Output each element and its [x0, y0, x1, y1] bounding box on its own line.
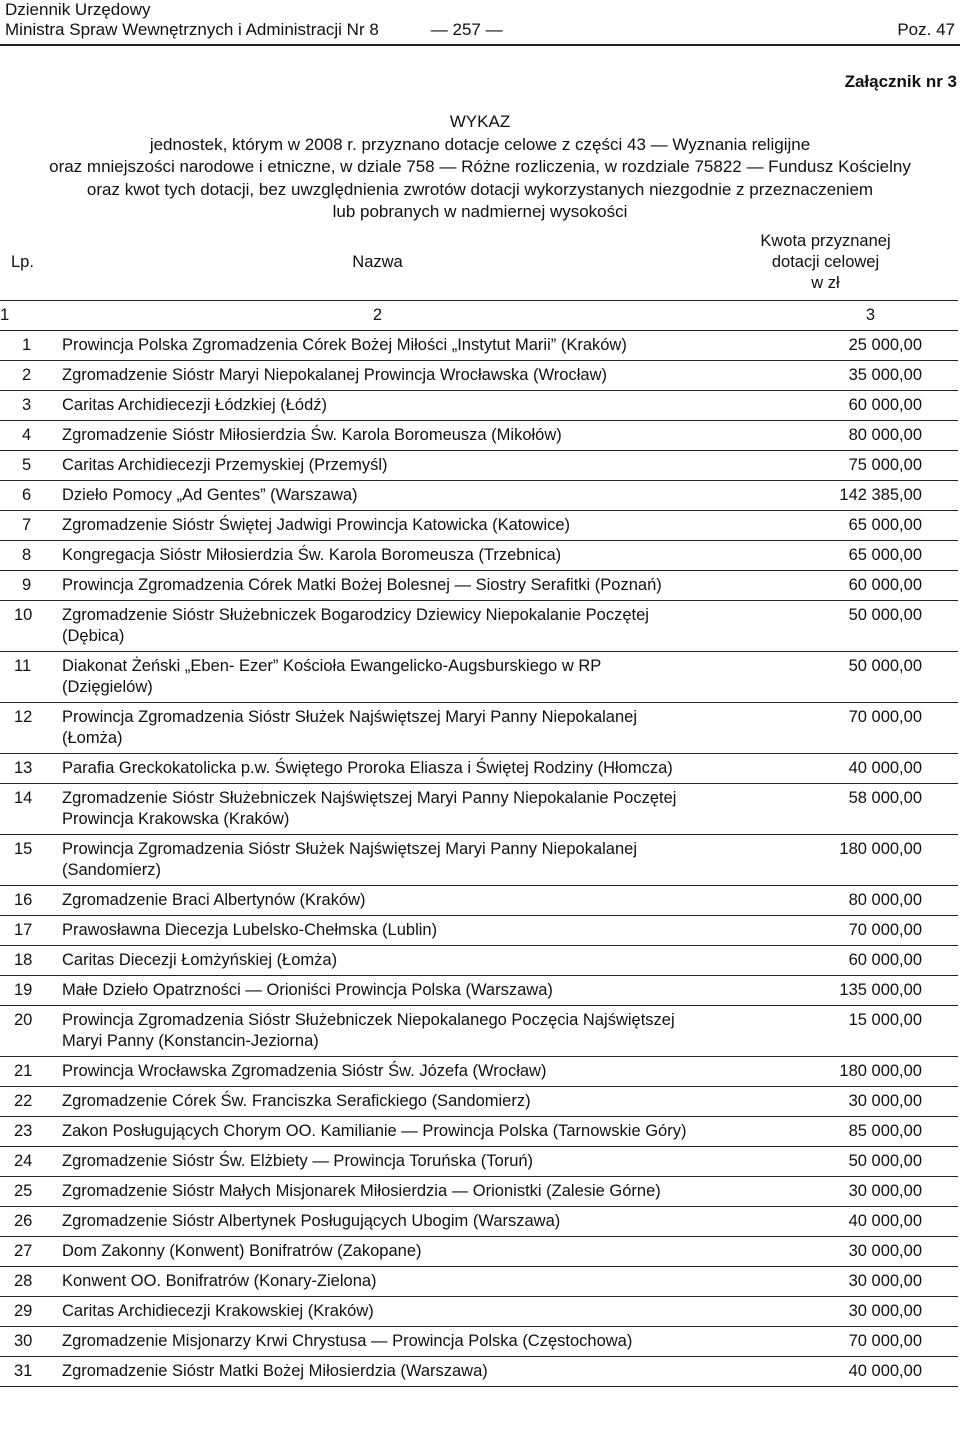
ministry-name: Ministra Spraw Wewnętrznych i Administracji Nr 8 [5, 20, 379, 39]
row-name: Zgromadzenie Sióstr Miłosierdzia Św. Karola Boromeusza (Mikołów) [62, 421, 693, 451]
table-row [0, 481, 958, 511]
row-lp: 24 [0, 1147, 62, 1177]
table-header-row [0, 225, 958, 301]
row-amount: 60 000,00 [693, 946, 958, 976]
row-amount: 65 000,00 [693, 511, 958, 541]
page-number: — 257 — [430, 20, 503, 39]
table-row [0, 976, 958, 1006]
row-lp: 6 [0, 481, 62, 511]
column-header-amount-line: dotacji celowej [771, 253, 880, 271]
row-name: Zgromadzenie Sióstr Albertynek Posługujących Ubogim (Warszawa) [62, 1207, 693, 1237]
row-name: Caritas Archidiecezji Łódzkiej (Łódź) [62, 391, 693, 421]
row-name: Prawosławna Diecezja Lubelsko-Chełmska (Lublin) [62, 916, 693, 946]
row-lp: 26 [0, 1207, 62, 1237]
table-row [0, 571, 958, 601]
table-row [0, 1267, 958, 1297]
row-amount: 30 000,00 [693, 1267, 958, 1297]
column-header-lp: Lp. [0, 225, 62, 301]
table-body [0, 331, 958, 1387]
row-amount: 70 000,00 [693, 916, 958, 946]
table-row [0, 601, 958, 652]
row-amount: 30 000,00 [693, 1177, 958, 1207]
row-name: Dzieło Pomocy „Ad Gentes” (Warszawa) [62, 481, 693, 511]
table-row [0, 1177, 958, 1207]
row-name: Diakonat Żeński „Eben- Ezer” Kościoła Ewangelicko-Augsburskiego w RP (Dzięgielów) [62, 652, 693, 703]
table-row [0, 421, 958, 451]
row-lp: 29 [0, 1297, 62, 1327]
table-row [0, 916, 958, 946]
table-row [0, 1057, 958, 1087]
row-amount: 25 000,00 [693, 331, 958, 361]
table-row [0, 1297, 958, 1327]
row-lp: 21 [0, 1057, 62, 1087]
table-row [0, 331, 958, 361]
table-row [0, 1147, 958, 1177]
row-amount: 70 000,00 [693, 703, 958, 754]
column-number: 3 [693, 301, 958, 331]
annex-label: Załącznik nr 3 [844, 72, 957, 91]
document-title [0, 111, 960, 224]
row-amount: 180 000,00 [693, 835, 958, 886]
row-name: Zgromadzenie Sióstr Matki Bożej Miłosierdzia (Warszawa) [62, 1357, 693, 1387]
row-lp: 23 [0, 1117, 62, 1147]
row-lp: 16 [0, 886, 62, 916]
table-row [0, 652, 958, 703]
row-name: Konwent OO. Bonifratrów (Konary-Zielona) [62, 1267, 693, 1297]
table-row [0, 886, 958, 916]
title-line: oraz kwot tych dotacji, bez uwzględnienia zwrotów dotacji wykorzystanych niezgodnie z przeznaczeniem [86, 179, 874, 199]
row-name: Zgromadzenie Braci Albertynów (Kraków) [62, 886, 693, 916]
table-row [0, 451, 958, 481]
row-lp: 28 [0, 1267, 62, 1297]
row-lp: 22 [0, 1087, 62, 1117]
title-line: WYKAZ [449, 112, 511, 131]
row-lp: 2 [0, 361, 62, 391]
table-row [0, 1006, 958, 1057]
row-name: Zgromadzenie Sióstr Świętej Jadwigi Prowincja Katowicka (Katowice) [62, 511, 693, 541]
row-amount: 50 000,00 [693, 601, 958, 652]
row-amount: 30 000,00 [693, 1087, 958, 1117]
column-number: 2 [62, 301, 693, 331]
row-lp: 30 [0, 1327, 62, 1357]
row-amount: 40 000,00 [693, 1357, 958, 1387]
row-amount: 65 000,00 [693, 541, 958, 571]
row-lp: 4 [0, 421, 62, 451]
table-row [0, 835, 958, 886]
row-name: Prowincja Polska Zgromadzenia Córek Bożej Miłości „Instytut Marii” (Kraków) [62, 331, 693, 361]
title-line: oraz mniejszości narodowe i etniczne, w dziale 758 — Różne rozliczenia, w rozdziale 75822 — Fundusz Kościelny [49, 157, 911, 176]
column-header-amount-line: w zł [811, 274, 840, 292]
title-line: lub pobranych w nadmiernej wysokości [332, 202, 628, 221]
row-name: Prowincja Zgromadzenia Sióstr Służek Najświętszej Maryi Panny Niepokalanej (Sandomierz) [62, 835, 693, 886]
row-lp: 8 [0, 541, 62, 571]
row-name: Caritas Archidiecezji Krakowskiej (Kraków) [62, 1297, 693, 1327]
row-amount: 85 000,00 [693, 1117, 958, 1147]
row-lp: 7 [0, 511, 62, 541]
row-name: Zgromadzenie Sióstr Służebniczek Bogarodzicy Dziewicy Niepokalanie Poczętej (Dębica) [62, 601, 693, 652]
row-name: Zgromadzenie Sióstr Św. Elżbiety — Prowincja Toruńska (Toruń) [62, 1147, 693, 1177]
page-header [5, 0, 955, 40]
row-amount: 15 000,00 [693, 1006, 958, 1057]
row-amount: 40 000,00 [693, 754, 958, 784]
table-row [0, 1327, 958, 1357]
row-amount: 30 000,00 [693, 1297, 958, 1327]
row-amount: 60 000,00 [693, 391, 958, 421]
row-name: Kongregacja Sióstr Miłosierdzia Św. Karola Boromeusza (Trzebnica) [62, 541, 693, 571]
header-divider [0, 44, 960, 46]
row-amount: 135 000,00 [693, 976, 958, 1006]
column-header-amount [693, 225, 958, 301]
row-lp: 17 [0, 916, 62, 946]
row-name: Prowincja Zgromadzenia Sióstr Służek Najświętszej Maryi Panny Niepokalanej (Łomża) [62, 703, 693, 754]
table-row [0, 511, 958, 541]
row-amount: 40 000,00 [693, 1207, 958, 1237]
row-amount: 80 000,00 [693, 886, 958, 916]
table-row [0, 754, 958, 784]
table-row [0, 1207, 958, 1237]
grants-table [0, 225, 958, 1387]
row-name: Zgromadzenie Sióstr Służebniczek Najświętszej Maryi Panny Niepokalanie Poczętej Prowincja Krakowska (Kraków) [62, 784, 693, 835]
row-lp: 20 [0, 1006, 62, 1057]
row-lp: 1 [0, 331, 62, 361]
position-number: Poz. 47 [897, 20, 955, 39]
row-lp: 3 [0, 391, 62, 421]
row-lp: 9 [0, 571, 62, 601]
row-name: Dom Zakonny (Konwent) Bonifratrów (Zakopane) [62, 1237, 693, 1267]
row-amount: 60 000,00 [693, 571, 958, 601]
row-lp: 19 [0, 976, 62, 1006]
row-name: Caritas Diecezji Łomżyńskiej (Łomża) [62, 946, 693, 976]
row-name: Prowincja Wrocławska Zgromadzenia Sióstr Św. Józefa (Wrocław) [62, 1057, 693, 1087]
title-line: jednostek, którym w 2008 r. przyznano dotacje celowe z części 43 — Wyznania religijne [149, 134, 811, 154]
table-row [0, 1357, 958, 1387]
row-name: Zgromadzenie Sióstr Maryi Niepokalanej Prowincja Wrocławska (Wrocław) [62, 361, 693, 391]
row-name: Zakon Posługujących Chorym OO. Kamilianie — Prowincja Polska (Tarnowskie Góry) [62, 1117, 693, 1147]
row-name: Zgromadzenie Sióstr Małych Misjonarek Miłosierdzia — Orionistki (Zalesie Górne) [62, 1177, 693, 1207]
row-amount: 180 000,00 [693, 1057, 958, 1087]
row-lp: 27 [0, 1237, 62, 1267]
row-lp: 13 [0, 754, 62, 784]
table-row [0, 1087, 958, 1117]
row-amount: 35 000,00 [693, 361, 958, 391]
row-amount: 80 000,00 [693, 421, 958, 451]
row-name: Zgromadzenie Córek Św. Franciszka Serafickiego (Sandomierz) [62, 1087, 693, 1117]
row-lp: 25 [0, 1177, 62, 1207]
row-name: Małe Dzieło Opatrzności — Orioniści Prowincja Polska (Warszawa) [62, 976, 693, 1006]
row-name: Prowincja Zgromadzenia Córek Matki Bożej Bolesnej — Siostry Serafitki (Poznań) [62, 571, 693, 601]
table-row [0, 541, 958, 571]
row-lp: 10 [0, 601, 62, 652]
row-lp: 12 [0, 703, 62, 754]
row-lp: 31 [0, 1357, 62, 1387]
row-lp: 18 [0, 946, 62, 976]
row-amount: 50 000,00 [693, 652, 958, 703]
row-name: Zgromadzenie Misjonarzy Krwi Chrystusa — Prowincja Polska (Częstochowa) [62, 1327, 693, 1357]
column-number: 1 [0, 301, 62, 331]
row-name: Prowincja Zgromadzenia Sióstr Służebniczek Niepokalanego Poczęcia Najświętszej Maryi Panny (Konstancin-Jeziorna) [62, 1006, 693, 1057]
row-amount: 142 385,00 [693, 481, 958, 511]
row-name: Caritas Archidiecezji Przemyskiej (Przemyśl) [62, 451, 693, 481]
table-row [0, 1237, 958, 1267]
row-lp: 15 [0, 835, 62, 886]
row-lp: 14 [0, 784, 62, 835]
table-row [0, 784, 958, 835]
row-amount: 30 000,00 [693, 1237, 958, 1267]
table-row [0, 703, 958, 754]
table-row [0, 361, 958, 391]
row-amount: 70 000,00 [693, 1327, 958, 1357]
row-amount: 58 000,00 [693, 784, 958, 835]
table-row [0, 1117, 958, 1147]
journal-name: Dziennik Urzędowy [5, 0, 151, 19]
column-header-amount-line: Kwota przyznanej [760, 232, 891, 250]
row-amount: 75 000,00 [693, 451, 958, 481]
table-row [0, 946, 958, 976]
row-name: Parafia Greckokatolicka p.w. Świętego Proroka Eliasza i Świętej Rodziny (Hłomcza) [62, 754, 693, 784]
row-lp: 11 [0, 652, 62, 703]
row-amount: 50 000,00 [693, 1147, 958, 1177]
row-lp: 5 [0, 451, 62, 481]
column-number-row [0, 301, 958, 331]
column-header-name: Nazwa [62, 225, 693, 301]
table-row [0, 391, 958, 421]
